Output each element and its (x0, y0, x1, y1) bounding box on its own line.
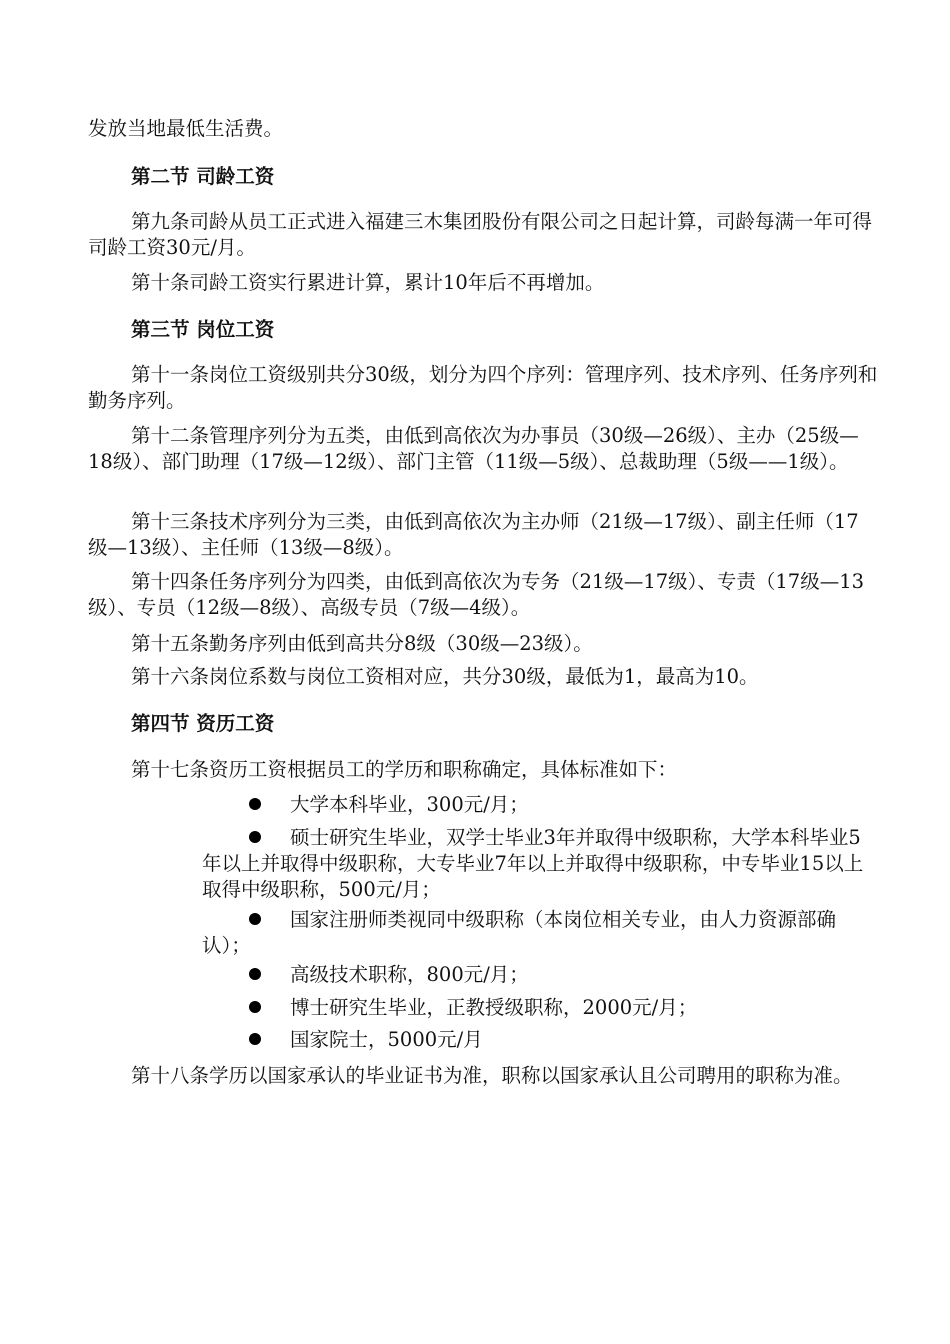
list-item: 国家注册师类视同中级职称（本岗位相关专业，由人力资源部确认）； (202, 908, 837, 957)
section-heading-4: 第四节 资历工资 (131, 712, 275, 735)
bullet-icon (249, 1001, 261, 1013)
list-item: 博士研究生毕业，正教授级职称，2000元/月； (202, 995, 878, 1021)
article-11: 第十一条岗位工资级别共分30级，划分为四个序列：管理序列、技术序列、任务序列和勤务序列。 (88, 363, 878, 412)
list-item: 大学本科毕业，300元/月； (202, 792, 878, 818)
paragraph-continuation: 发放当地最低生活费。 (88, 117, 284, 140)
list-item: 国家院士，5000元/月 (202, 1027, 878, 1053)
bullet-icon (249, 1033, 261, 1045)
list-item: 高级技术职称，800元/月； (202, 962, 878, 988)
article-10: 第十条司龄工资实行累进计算，累计10年后不再增加。 (131, 271, 605, 294)
article-17: 第十七条资历工资根据员工的学历和职称确定，具体标准如下： (131, 758, 678, 781)
bullet-icon (249, 831, 261, 843)
list-item: 硕士研究生毕业，双学士毕业3年并取得中级职称，大学本科毕业5年以上并取得中级职称，大专毕业7年以上并取得中级职称，中专毕业15以上取得中级职称，500元/月； (202, 826, 864, 901)
article-18: 第十八条学历以国家承认的毕业证书为准，职称以国家承认且公司聘用的职称为准。 (131, 1064, 853, 1087)
article-9: 第九条司龄从员工正式进入福建三木集团股份有限公司之日起计算，司龄每满一年可得司龄工资30元/月。 (88, 210, 873, 259)
section-heading-2: 第二节 司龄工资 (131, 165, 275, 188)
article-15: 第十五条勤务序列由低到高共分8级（30级—23级）。 (131, 632, 593, 655)
bullet-icon (249, 798, 261, 810)
article-12: 第十二条管理序列分为五类，由低到高依次为办事员（30级—26级）、主办（25级—18级）、部门助理（17级—12级）、部门主管（11级—5级）、总裁助理（5级——1级）。 (88, 424, 859, 473)
bullet-icon (249, 913, 261, 925)
section-heading-3: 第三节 岗位工资 (131, 318, 275, 341)
bullet-icon (249, 968, 261, 980)
article-13: 第十三条技术序列分为三类，由低到高依次为主办师（21级—17级）、副主任师（17级—13级）、主任师（13级—8级）。 (88, 510, 859, 559)
article-16: 第十六条岗位系数与岗位工资相对应，共分30级，最低为1，最高为10。 (131, 665, 759, 688)
article-14: 第十四条任务序列分为四类，由低到高依次为专务（21级—17级）、专责（17级—13级）、专员（12级—8级）、高级专员（7级—4级）。 (88, 570, 865, 619)
